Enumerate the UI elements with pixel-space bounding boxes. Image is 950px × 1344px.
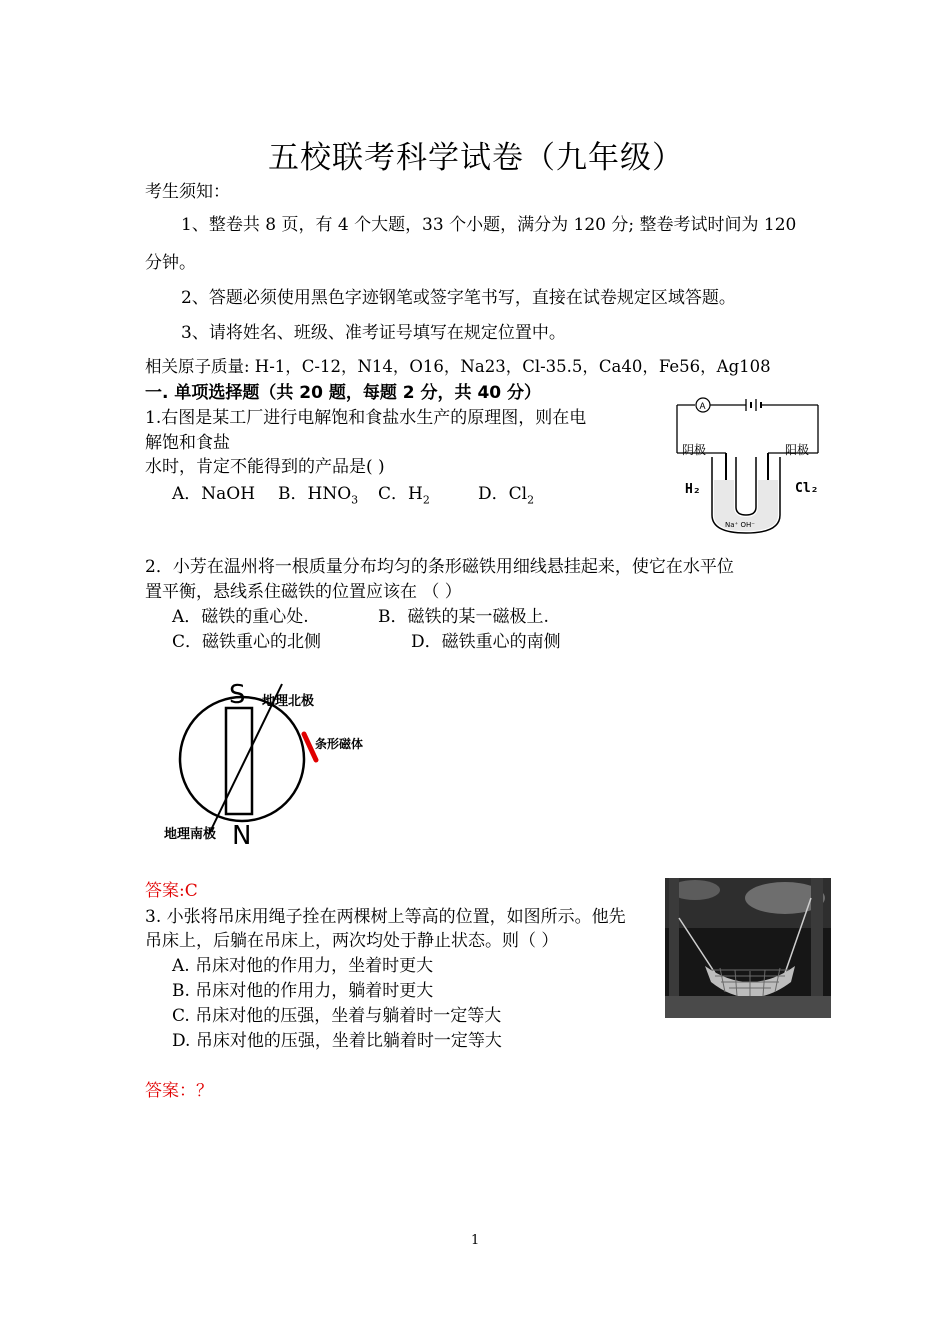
h2-label: H₂ [685, 482, 701, 497]
q3-line-2: 吊床上，后躺在吊床上，两次均处于静止状态。则（ ） [145, 931, 559, 951]
q2-option-d: D．磁铁重心的南侧 [411, 632, 561, 652]
electrolysis-diagram [670, 395, 835, 540]
notice-heading: 考生须知： [145, 182, 230, 202]
s-pole-label: S [229, 680, 246, 710]
atomic-mass: 相关原子质量: H-1，C-12，N14，O16，Na23，Cl-35.5，Ca40，Fe56，Ag108 [145, 357, 771, 376]
q3-option-b: B. 吊床对他的作用力，躺着时更大 [172, 981, 434, 1001]
q1-option-b: B．$HNO_3$ [278, 484, 359, 507]
hammock-photo [665, 878, 831, 1018]
anode-label: 阳极 [785, 443, 810, 457]
earth-magnet-diagram [160, 672, 390, 847]
q1-option-a: A．NaOH [172, 484, 256, 504]
q2-option-a: A．磁铁的重心处. [172, 607, 309, 627]
q3-answer: 答案：？ [145, 1081, 213, 1101]
q2-answer: 答案:C [145, 881, 198, 901]
q2-option-c: C．磁铁重心的北侧 [172, 632, 322, 652]
ions-label: Na⁺ OH⁻ [725, 521, 755, 529]
q3-option-c: C. 吊床对他的压强，坐着与躺着时一定等大 [172, 1006, 502, 1026]
geo-south-label: 地理南极 [164, 827, 217, 842]
page-number: 1 [471, 1233, 480, 1248]
ammeter-icon: A [699, 401, 706, 411]
q1-option-c: C．$H_2$ [378, 484, 430, 507]
q3-option-d: D. 吊床对他的压强，坐着比躺着时一定等大 [172, 1031, 502, 1051]
magnet-label: 条形磁体 [315, 737, 364, 751]
q1-line-3: 水时，肯定不能得到的产品是( ) [145, 457, 385, 477]
notice-item-3: 3、请将姓名、班级、准考证号填写在规定位置中。 [181, 323, 566, 343]
page-title: 五校联考科学试卷（九年级） [268, 140, 684, 176]
notice-item-1-cont: 分钟。 [145, 253, 196, 273]
notice-item-1: 1、整卷共 8 页，有 4 个大题，33 个小题，满分为 120 分; 整卷考试时间为 120 [181, 215, 797, 235]
notice-item-2: 2、答题必须使用黑色字迹钢笔或签字笔书写，直接在试卷规定区域答题。 [181, 288, 736, 308]
q1-line-2: 解饱和食盐 [145, 433, 230, 453]
q2-line-1: 2．小芳在温州将一根质量分布均匀的条形磁铁用细线悬挂起来，使它在水平位 [145, 557, 734, 577]
q3-line-1: 3. 小张将吊床用绳子拴在两棵树上等高的位置，如图所示。他先 [145, 907, 626, 927]
cl2-label: Cl₂ [795, 481, 819, 496]
q1-option-d: D．$Cl_2$ [478, 484, 535, 507]
n-pole-label: N [232, 821, 252, 847]
q2-line-2: 置平衡，悬线系住磁铁的位置应该在 （ ） [145, 582, 462, 602]
q1-line-1: 1.右图是某工厂进行电解饱和食盐水生产的原理图，则在电 [145, 408, 587, 428]
section-heading: 一. 单项选择题（共 20 题，每题 2 分，共 40 分） [145, 383, 542, 403]
geo-north-label: 地理北极 [262, 694, 315, 709]
cathode-label: 阴极 [682, 443, 707, 457]
q2-option-b: B．磁铁的某一磁极上. [378, 607, 549, 627]
q3-option-a: A. 吊床对他的作用力，坐着时更大 [172, 956, 434, 976]
